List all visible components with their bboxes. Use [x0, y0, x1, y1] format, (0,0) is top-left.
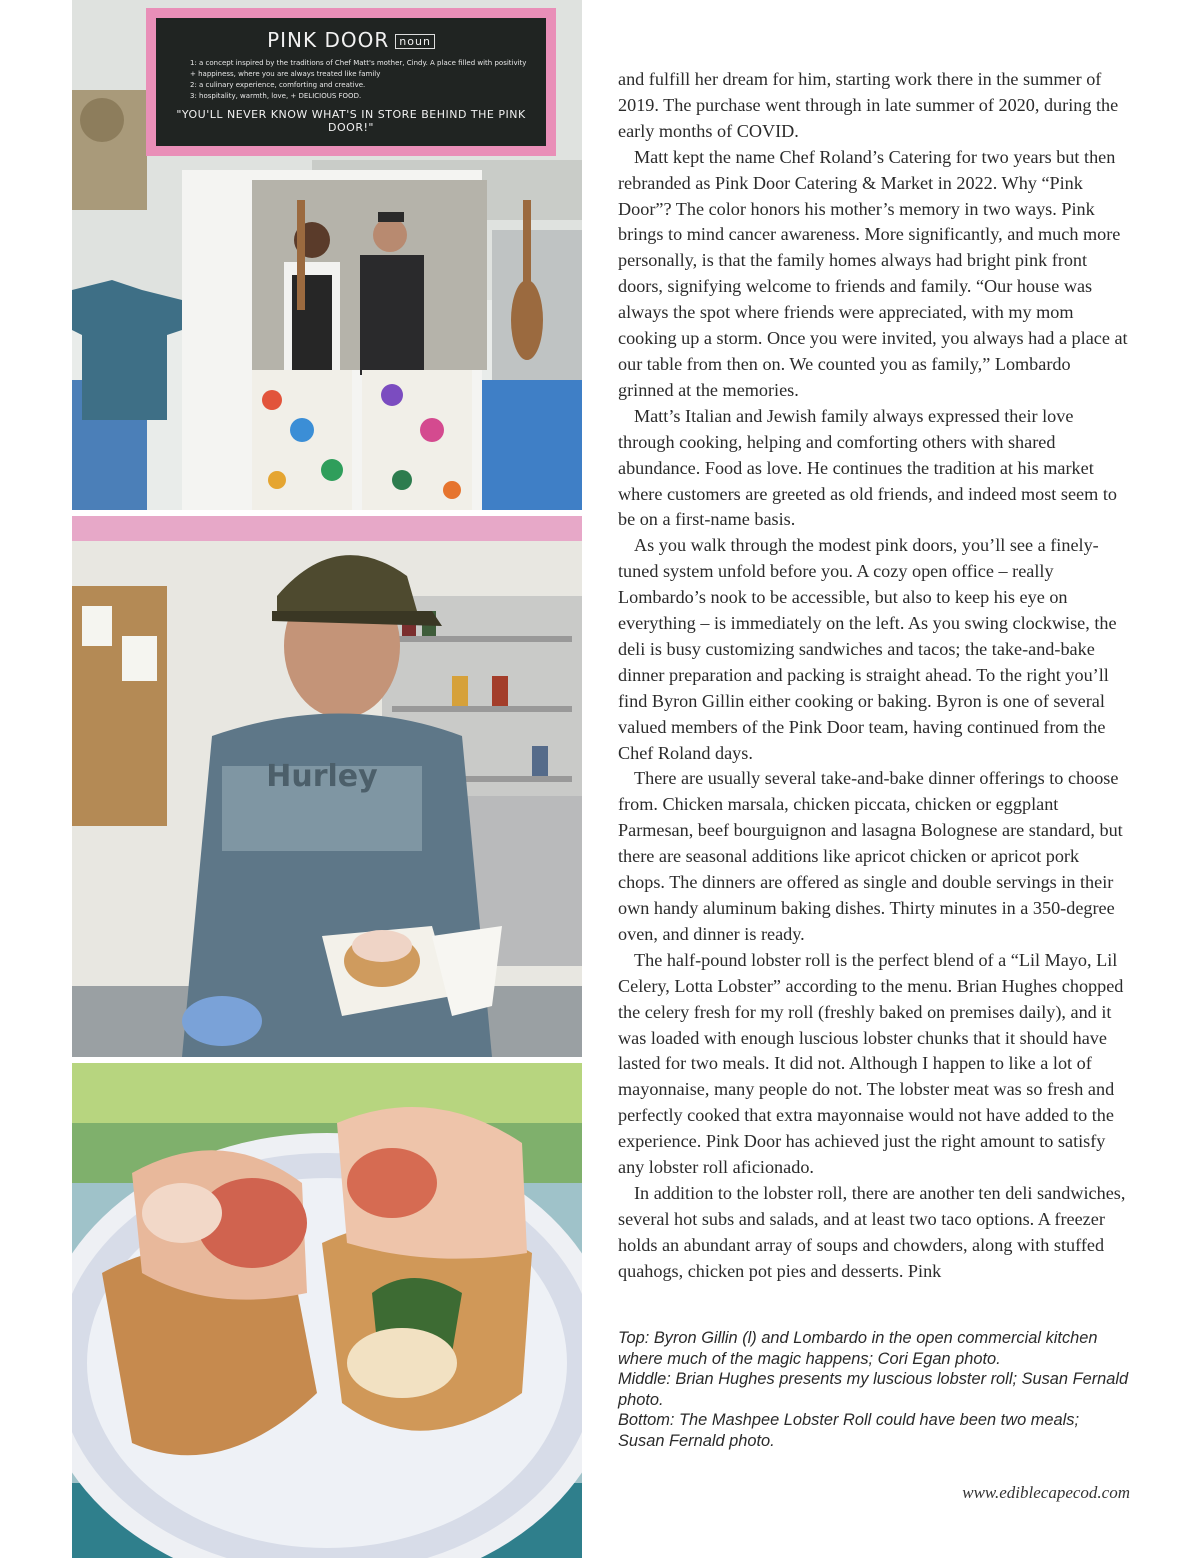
lobster-roll-plate-image: [72, 1063, 582, 1558]
shirt-logo-text: Hurley: [266, 759, 378, 794]
paragraph-6: The half-pound lobster roll is the perfect blend of a “Lil Mayo, Lil Celery, Lotta Lobster” according to the menu. Brian Hughes chopped the celery fresh for my roll (freshly baked on premises daily), and it was loaded with enough luscious lobster chunks that it should have lasted for two meals. It did not. Although I happen to like a lot of mayonnaise, many people do not. The lobster meat was so fresh and perfectly cooked that extra mayonnaise would not have added to the experience. Pink Door has achieved just the right amount to satisfy any lobster roll aficionado.: [618, 949, 1124, 1178]
paragraph-3: Matt’s Italian and Jewish family always expressed their love through cooking, helping and comforting others with shared abundance. Food as love. He continues the tradition at his market where customers are greeted as old friends, and indeed most seem to be on a first-name basis.: [618, 405, 1117, 530]
photo-captions: [618, 1328, 1130, 1452]
caption-top: Top: Byron Gillin (l) and Lombardo in the open commercial kitchen where much of the magic happens; Cori Egan photo.: [618, 1329, 1098, 1368]
sign-title: [170, 28, 532, 52]
photo-brian-hughes-lobster-roll: [72, 516, 582, 1057]
paragraph-2: Matt kept the name Chef Roland’s Catering for two years but then rebranded as Pink Door Catering & Market in 2022. Why “Pink Door”? The color honors his mother’s memory in two ways. Pink brings to mind cancer awareness. More significantly, and much more personally, is that the family homes always had bright pink front doors, signifying welcome to friends and family. “Our house was always the spot where friends were appreciated, with my mom cooking up a storm. Once you were invited, you always had a place at our table from then on. We counted you as family,” Lombardo grinned at the memories.: [618, 146, 1128, 400]
sign-title-text: PINK DOOR: [267, 28, 390, 52]
paragraph-7: In addition to the lobster roll, there are another ten deli sandwiches, several hot subs and salads, and at least two taco options. A freezer holds an abundant array of soups and chowders, along with stuffed quahogs, chicken pot pies and desserts. Pink: [618, 1182, 1126, 1281]
paragraph-1: and fulfill her dream for him, starting work there in the summer of 2019. The purchase went through in late summer of 2020, during the early months of COVID.: [618, 69, 1119, 141]
sign-definition-2: 2: a culinary experience, comforting and creative.: [190, 81, 366, 89]
photo-kitchen-pink-door: [72, 0, 582, 510]
footer-website-url: www.ediblecapecod.com: [962, 1483, 1130, 1502]
sign-noun: noun: [395, 34, 435, 49]
lobster-roll-presenter-image: [72, 516, 582, 1057]
sign-definition-1: 1: a concept inspired by the traditions of Chef Matt's mother, Cindy. A place filled with positivity + happiness, where you are always treated like family: [190, 59, 527, 78]
photo-mashpee-lobster-roll: [72, 1063, 582, 1558]
sign-definition-3: 3: hospitality, warmth, love, + DELICIOUS FOOD.: [190, 92, 362, 100]
caption-bottom: Bottom: The Mashpee Lobster Roll could have been two meals; Susan Fernald photo.: [618, 1411, 1080, 1450]
paragraph-4: As you walk through the modest pink doors, you’ll see a finely-tuned system unfold before you. A cozy open office – really Lombardo’s nook to be accessible, but also to keep his eye on everything – is immediately on the left. As you swing clockwise, the deli is busy customizing sandwiches and tacos; the take-and-bake dinner preparation and packing is straight ahead. To the right you’ll find Byron Gillin either cooking or baking. Byron is one of several valued members of the Pink Door team, having continued from the Chef Roland days.: [618, 535, 1117, 763]
paragraph-5: There are usually several take-and-bake dinner offerings to choose from. Chicken marsala, chicken piccata, chicken or eggplant Parmesan, beef bourguignon and lasagna Bolognese are standard, but there are seasonal additions like apricot chicken or apricot pork chops. The dinners are offered as single and double servings in their own handy aluminum baking dishes. Thirty minutes in a 350-degree oven, and dinner is ready.: [618, 768, 1123, 944]
article-body: [618, 67, 1130, 1285]
sign-tagline: "YOU'LL NEVER KNOW WHAT'S IN STORE BEHIND THE PINK DOOR!": [176, 108, 526, 134]
caption-middle: Middle: Brian Hughes presents my luscious lobster roll; Susan Fernald photo.: [618, 1370, 1129, 1409]
pink-door-chalkboard-sign: [146, 8, 556, 156]
